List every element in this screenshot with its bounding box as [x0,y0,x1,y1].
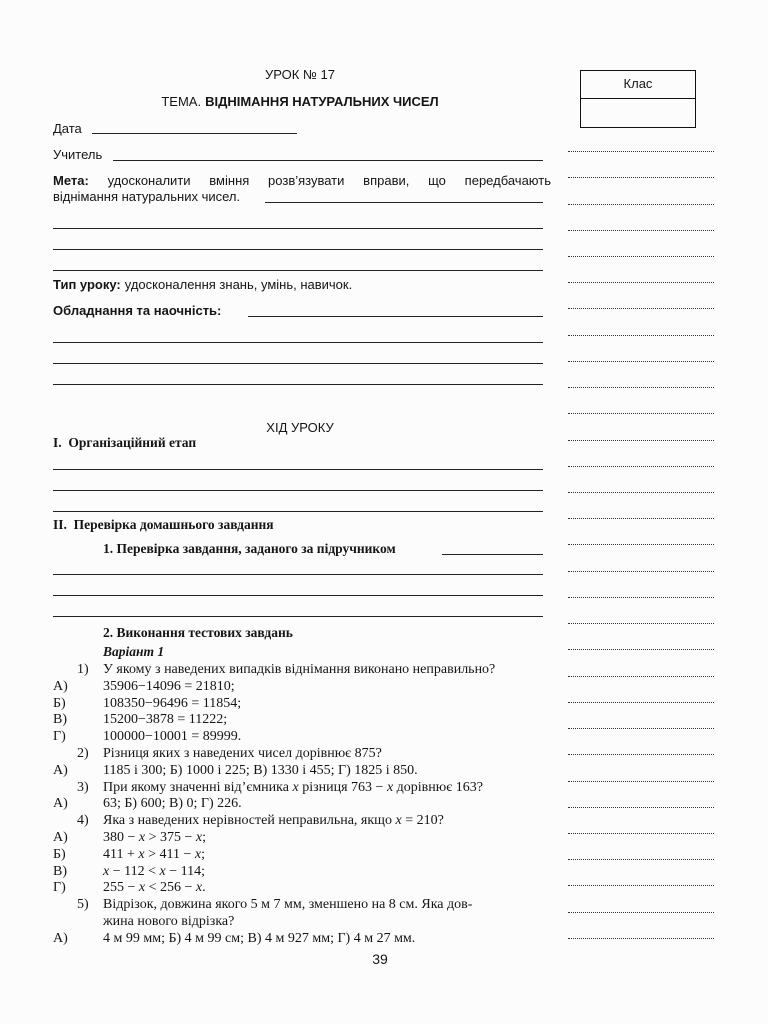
writing-line [53,384,543,385]
question-text: При якому значенні від’ємника x різниця 763 − x дорівнює 163? [103,779,483,795]
answer-option-text: 255 − x < 256 − x. [103,880,206,896]
answer-option-text: 15200−3878 = 11222; [103,712,228,728]
margin-note-line [568,807,714,808]
test-question [53,662,553,679]
answer-option-text: 63; Б) 600; В) 0; Г) 226. [103,796,242,812]
teacher-field-line [113,160,543,161]
answer-option-text: 35906−14096 = 21810; [103,678,235,694]
equipment-label: Обладнання та наочність: [53,303,222,318]
test-items [53,662,553,948]
answer-option-text: 100000−10001 = 89999. [103,729,242,745]
answer-option-text: 411 + x > 411 − x; [103,846,205,862]
answer-option-label: А) [53,829,68,845]
writing-line [53,469,543,470]
answer-options [53,796,553,813]
stage-homework-check: II. Перевірка домашнього завдання [53,517,274,532]
margin-note-line [568,177,714,178]
answer-options [53,864,553,881]
answer-option-text: x − 112 < x − 114; [103,863,205,879]
margin-note-line [568,833,714,834]
margin-note-line [568,387,714,388]
class-box-divider [581,98,695,99]
test-tasks-heading: 2. Виконання тестових завдань [103,625,293,640]
margin-note-line [568,623,714,624]
answer-option-label: Б) [53,846,66,862]
writing-line [53,511,543,512]
margin-note-line [568,282,714,283]
question-text: У якому з наведених випадків віднімання виконано неправильно? [103,662,496,677]
test-question [53,813,553,830]
margin-note-line [568,151,714,152]
teacher-label: Учитель [53,147,103,162]
lesson-number: УРОК № 17 [265,67,335,82]
answer-option-text: 4 м 99 мм; Б) 4 м 99 см; В) 4 м 927 мм; Г) 4 м 27 мм. [103,930,416,946]
lesson-type-value: удосконалення знань, умінь, навичок. [124,277,353,292]
margin-note-line [568,492,714,493]
answer-options [53,847,553,864]
lesson-topic [53,94,547,110]
margin-note-line [568,676,714,677]
answer-options [53,830,553,847]
answer-option-text: 380 − x > 375 − x; [103,829,207,845]
goal-text-line1: удосконалити вміння розв’язувати вправи, що передбачають [107,173,551,188]
margin-notes [568,151,714,951]
answer-options [53,679,553,696]
equipment-field-line [248,316,543,317]
question-number: 2) [77,745,89,761]
margin-note-line [568,702,714,703]
writing-line [53,574,543,575]
homework-textbook-check: 1. Перевірка завдання, заданого за підручником [103,541,396,556]
homework-field-line [442,554,543,555]
test-question [53,897,553,931]
margin-note-line [568,361,714,362]
answer-option-label: А) [53,930,68,946]
margin-note-line [568,308,714,309]
question-text: Відрізок, довжина якого 5 м 7 мм, зменшено на 8 см. Яка дов- жина нового відрізка? [103,897,473,929]
writing-line [53,363,543,364]
writing-line [53,595,543,596]
answer-option-label: В) [53,712,67,728]
margin-note-line [568,413,714,414]
writing-line [53,228,543,229]
class-box [580,70,696,128]
margin-note-line [568,230,714,231]
answer-options [53,729,553,746]
answer-option-label: В) [53,863,67,879]
answer-option-label: А) [53,678,68,694]
margin-note-line [568,938,714,939]
goal-label: Мета: [53,173,89,188]
writing-line [53,490,543,491]
answer-options [53,763,553,780]
writing-line [53,342,543,343]
question-number: 5) [77,897,89,913]
goal-field-line [265,202,543,203]
course-title: ХІД УРОКУ [266,420,334,435]
margin-note-line [568,335,714,336]
writing-line [53,270,543,271]
lesson-type [53,277,352,293]
goal-line [53,173,551,189]
lesson-type-label: Тип уроку: [53,277,121,292]
question-number: 3) [77,779,89,795]
question-number: 1) [77,662,89,677]
writing-line [53,616,543,617]
variant-label: Варіант 1 [103,644,165,659]
date-field-line [92,133,297,134]
margin-note-line [568,728,714,729]
answer-option-label: Г) [53,880,66,896]
answer-option-label: А) [53,762,68,778]
topic-prefix: ТЕМА. [161,94,202,109]
margin-note-line [568,204,714,205]
answer-option-text: 108350−96496 = 11854; [103,695,242,711]
margin-note-line [568,912,714,913]
answer-option-label: А) [53,796,68,812]
margin-note-line [568,256,714,257]
answer-options [53,696,553,713]
answer-options [53,880,553,897]
page-number: 39 [372,951,388,967]
class-label: Клас [623,76,653,91]
margin-note-line [568,781,714,782]
margin-note-line [568,440,714,441]
goal-text-line2: віднімання натуральних чисел. [53,189,241,204]
date-label: Дата [53,121,82,136]
margin-note-line [568,518,714,519]
margin-note-line [568,859,714,860]
answer-options [53,931,553,948]
answer-option-text: 1185 і 300; Б) 1000 і 225; В) 1330 і 455; Г) 1825 і 850. [103,762,418,778]
margin-note-line [568,597,714,598]
margin-note-line [568,466,714,467]
question-number: 4) [77,813,89,829]
margin-note-line [568,544,714,545]
test-question [53,746,553,763]
question-text: Яка з наведених нерівностей неправильна, якщо x = 210? [103,813,444,829]
answer-option-label: Г) [53,729,66,745]
answer-options [53,712,553,729]
writing-line [53,249,543,250]
stage-organizational: I. Організаційний етап [53,435,197,450]
answer-option-label: Б) [53,695,66,711]
margin-note-line [568,649,714,650]
margin-note-line [568,571,714,572]
test-question [53,780,553,797]
margin-note-line [568,754,714,755]
topic-title: ВІДНІМАННЯ НАТУРАЛЬНИХ ЧИСЕЛ [205,94,439,109]
question-text: Різниця яких з наведених чисел дорівнює 875? [103,745,382,761]
margin-note-line [568,885,714,886]
